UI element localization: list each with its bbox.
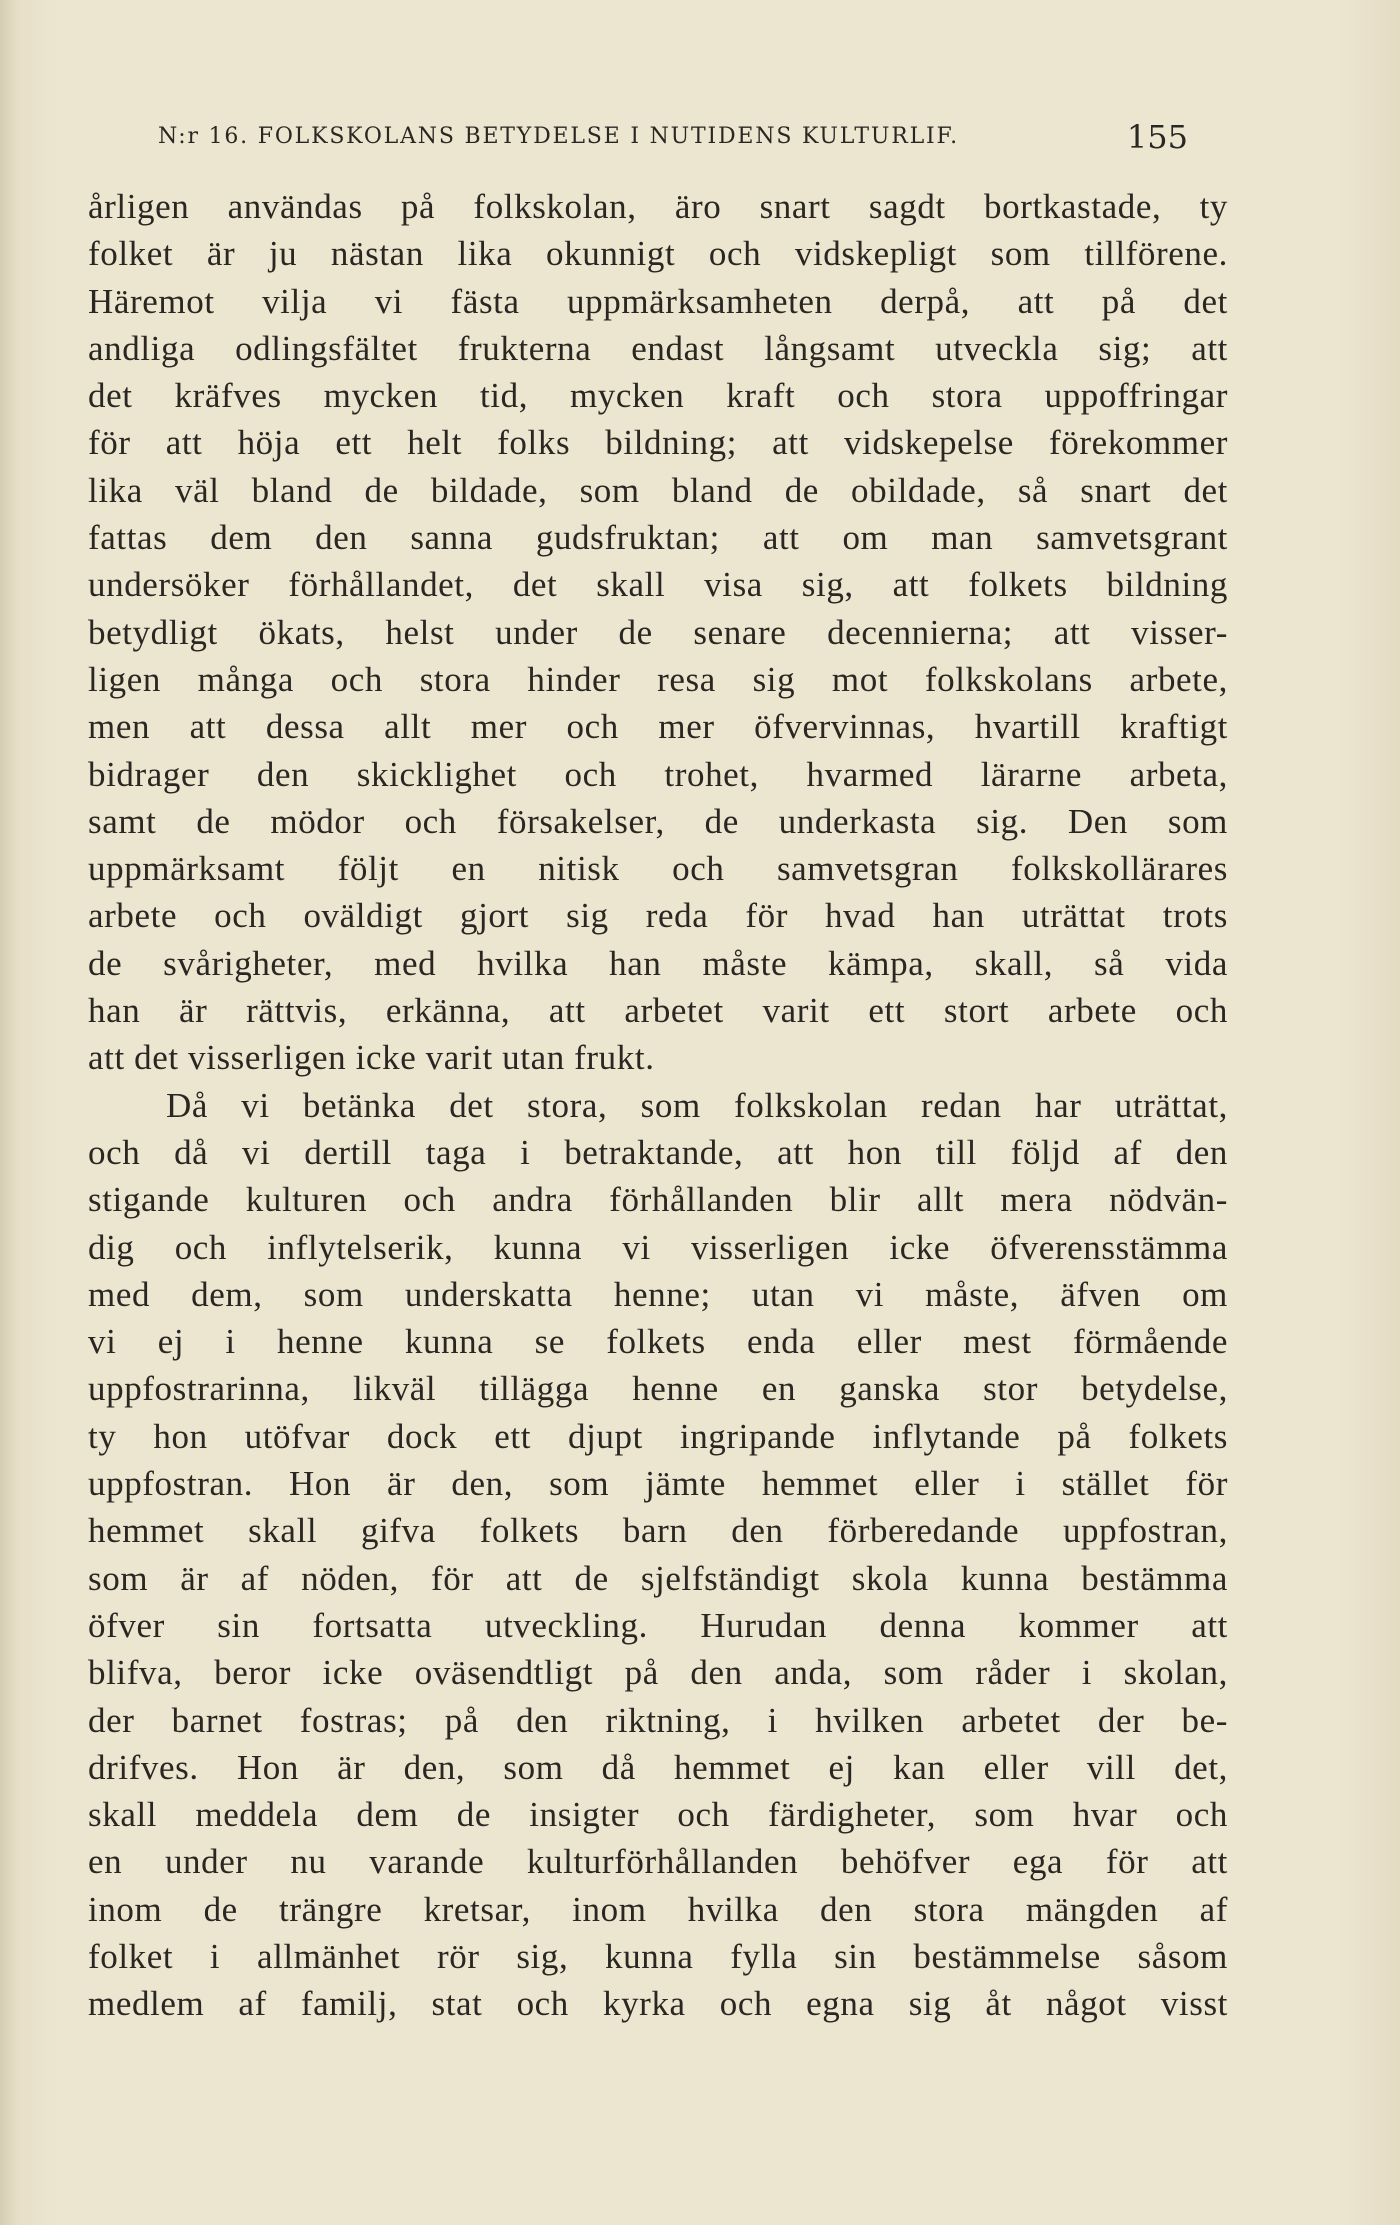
text-line-paragraph-start: Då vi betänka det stora, som folkskolan redan har uträttat,	[166, 1085, 1228, 1125]
running-head: N:r 16. FOLKSKOLANS BETYDELSE I NUTIDENS KULTURLIF.	[158, 124, 959, 149]
text-line: folket är ju nästan lika okunnigt och vidskepligt som tillförene.	[88, 234, 1228, 274]
text-line: der barnet fostras; på den riktning, i hvilken arbetet der be-	[88, 1700, 1228, 1740]
text-line: men att dessa allt mer och mer öfvervinnas, hvartill kraftigt	[88, 707, 1228, 747]
text-line: stigande kulturen och andra förhållanden blir allt mera nödvän-	[88, 1180, 1228, 1220]
text-line: uppmärksamt följt en nitisk och samvetsgran folkskollärares	[88, 849, 1228, 889]
text-line: andliga odlingsfältet frukterna endast långsamt utveckla sig; att	[88, 328, 1228, 368]
text-line: ty hon utöfvar dock ett djupt ingripande inflytande på folkets	[88, 1416, 1228, 1456]
page-number: 155	[1126, 118, 1188, 156]
text-line: och då vi dertill taga i betraktande, att hon till följd af den	[88, 1132, 1228, 1172]
text-line: blifva, beror icke oväsendtligt på den anda, som råder i skolan,	[88, 1653, 1228, 1693]
text-line-paragraph-end: att det visserligen icke varit utan frukt.	[88, 1038, 655, 1078]
text-line: uppfostrarinna, likväl tillägga henne en ganska stor betydelse,	[88, 1369, 1228, 1409]
text-line: en under nu varande kulturförhållanden behöfver ega för att	[88, 1842, 1228, 1882]
text-line: arbete och oväldigt gjort sig reda för hvad han uträttat trots	[88, 896, 1228, 936]
text-line: medlem af familj, stat och kyrka och egna sig åt något visst	[88, 1984, 1228, 2024]
text-line: uppfostran. Hon är den, som jämte hemmet eller i stället för	[88, 1464, 1228, 1504]
text-line: skall meddela dem de insigter och färdigheter, som hvar och	[88, 1795, 1228, 1835]
text-line: fattas dem den sanna gudsfruktan; att om man samvetsgrant	[88, 518, 1228, 558]
text-line: som är af nöden, för att de sjelfständigt skola kunna bestämma	[88, 1558, 1228, 1598]
text-line: det kräfves mycken tid, mycken kraft och stora uppoffringar	[88, 376, 1228, 416]
text-line: årligen användas på folkskolan, äro snart sagdt bortkastade, ty	[88, 187, 1228, 226]
text-line: han är rättvis, erkänna, att arbetet varit ett stort arbete och	[88, 991, 1228, 1031]
text-line: samt de mödor och försakelser, de underkasta sig. Den som	[88, 801, 1228, 841]
page-header	[158, 118, 1188, 158]
text-line: för att höja ett helt folks bildning; att vidskepelse förekommer	[88, 423, 1228, 463]
text-line: de svårigheter, med hvilka han måste kämpa, skall, så vida	[88, 943, 1228, 983]
text-line: ligen många och stora hinder resa sig mot folkskolans arbete,	[88, 659, 1228, 699]
text-line: Häremot vilja vi fästa uppmärksamheten derpå, att på det	[88, 281, 1228, 321]
text-line: undersöker förhållandet, det skall visa sig, att folkets bildning	[88, 565, 1228, 605]
text-line: öfver sin fortsatta utveckling. Hurudan denna kommer att	[88, 1605, 1228, 1645]
text-line: drifves. Hon är den, som då hemmet ej kan eller vill det,	[88, 1747, 1228, 1787]
text-line: vi ej i henne kunna se folkets enda eller mest förmående	[88, 1322, 1228, 1362]
text-line: folket i allmänhet rör sig, kunna fylla sin bestämmelse såsom	[88, 1936, 1228, 1976]
text-line: lika väl bland de bildade, som bland de obildade, så snart det	[88, 470, 1228, 510]
text-line: betydligt ökats, helst under de senare decennierna; att visser-	[88, 612, 1228, 652]
text-line: hemmet skall gifva folkets barn den förberedande uppfostran,	[88, 1511, 1228, 1551]
body-text	[88, 183, 1228, 2028]
text-line: dig och inflytelserik, kunna vi visserligen icke öfverensstämma	[88, 1227, 1228, 1267]
text-line: inom de trängre kretsar, inom hvilka den stora mängden af	[88, 1889, 1228, 1929]
text-line: med dem, som underskatta henne; utan vi måste, äfven om	[88, 1274, 1228, 1314]
text-line: bidrager den skicklighet och trohet, hvarmed lärarne arbeta,	[88, 754, 1228, 794]
